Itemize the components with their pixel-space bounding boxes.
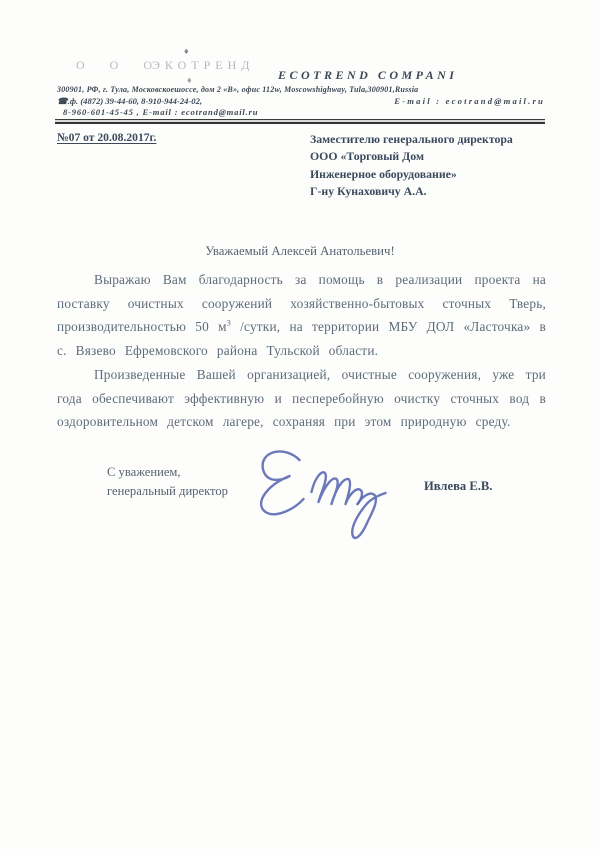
- paragraph-2: Произведенные Вашей организацией, очистные сооружения, уже три года обеспечивают эффективную и песперебойную очистку сточных вод в оздоровительном детском лагере, сохраняя при этом природную среду.: [57, 366, 546, 430]
- logo-ooo-text: О О О: [76, 58, 163, 72]
- addressee-block: [310, 131, 513, 200]
- phone-line-2: 8-960-601-45-45 , E-mail : ecotrand@mail.ru: [63, 107, 259, 117]
- phone-line: [57, 96, 202, 107]
- addressee-line: Инженерное оборудование»: [310, 166, 457, 181]
- phone-icon: ☎: [57, 96, 68, 106]
- closing-block: [107, 463, 228, 500]
- company-address: 300901, РФ, г. Тула, Московскоешоссе, дом 2 «В», офис 112w, Moscowshighway, Tula,300901,Russia: [57, 85, 419, 94]
- email-address: E-mail : ecotrand@mail.ru: [394, 96, 545, 106]
- header-divider: [55, 119, 545, 124]
- logo-company-text: ЭКОТРЕНД: [152, 58, 255, 72]
- contact-row: [57, 96, 545, 107]
- phone-numbers: .ф. (4872) 39-44-60, 8-910-944-24-02,: [67, 96, 203, 106]
- signer-name: Ивлева Е.В.: [424, 479, 493, 493]
- signer-title: генеральный директор: [107, 483, 228, 498]
- handwritten-signature: [243, 444, 393, 548]
- addressee-line: Заместителю генерального директора: [310, 132, 513, 146]
- cubic-meter-superscript: 3: [226, 318, 231, 328]
- addressee-line: Г-ну Кунаховичу А.А.: [310, 183, 427, 198]
- company-name-en: ECOTREND COMPANI: [278, 68, 458, 82]
- paragraph-1: Выражаю Вам благодарность за помощь в реализации проекта на поставку очистных сооружений хозяйственно-бытовых сточных Тверь, производительностью 50 $м^3$ /сутки, на территории МБУ ДОЛ «Ласточка» в с. Вязево Ефремовского района Тульской области.: [57, 272, 546, 359]
- logo-diamond-top-icon: ♦: [184, 46, 189, 56]
- logo-diamond-bottom-icon: ♦: [187, 75, 192, 85]
- salutation: Уважаемый Алексей Анатольевич!: [205, 244, 395, 258]
- reference-number: №07 от 20.08.2017г.: [57, 131, 157, 144]
- closing-regards: С уважением,: [107, 465, 181, 479]
- letter-body: [57, 268, 546, 434]
- addressee-line: ООО «Торговый Дом: [310, 149, 424, 164]
